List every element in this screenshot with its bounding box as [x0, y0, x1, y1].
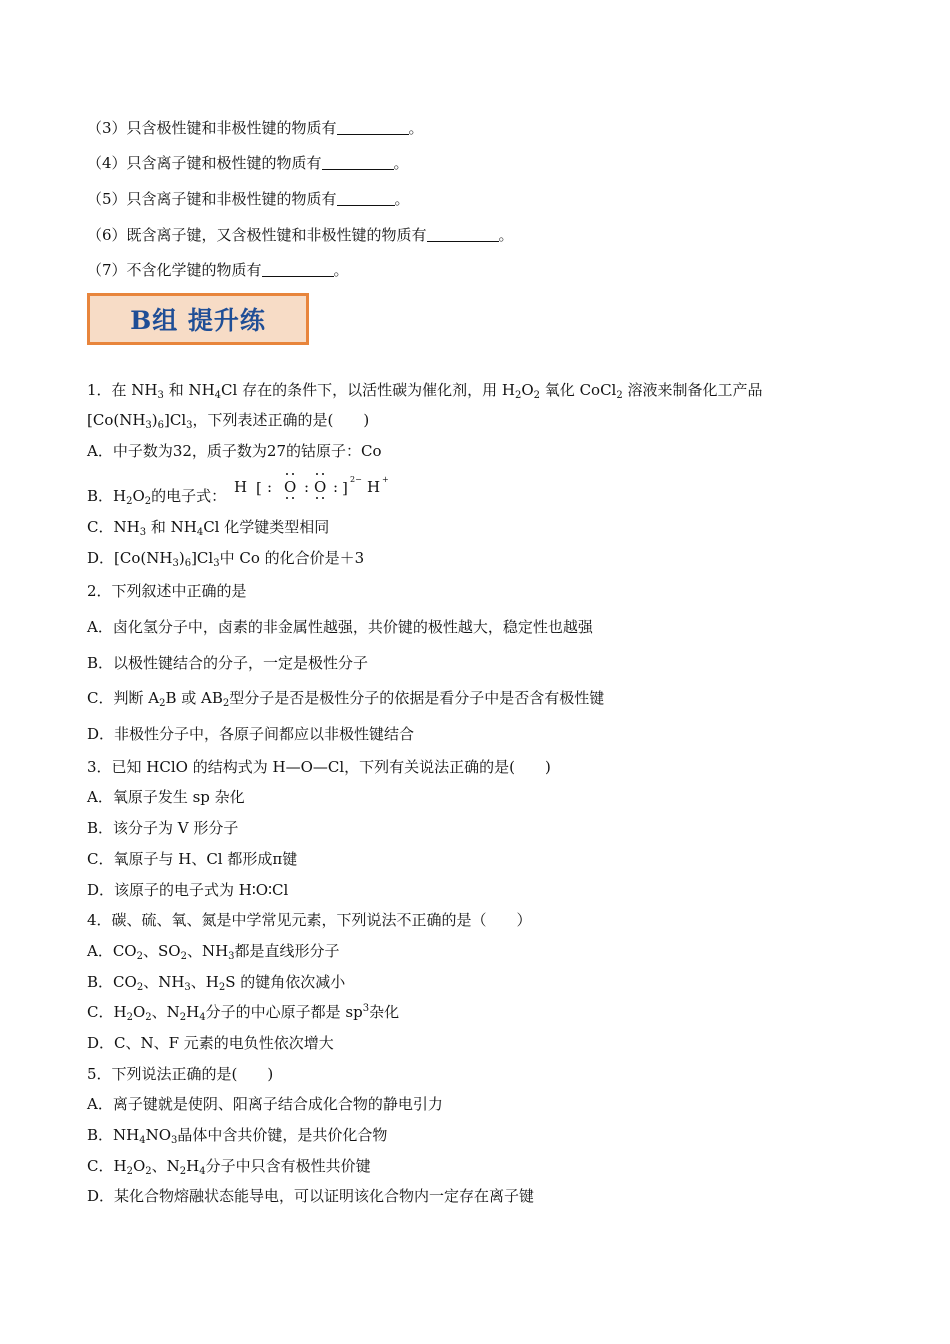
subscript: 3: [139, 527, 147, 538]
text-span: 晶体中含共价键，是共价化合物: [177, 1126, 388, 1144]
text-span: Cl 存在的条件下，以活性碳为催化剂，用 H: [221, 381, 515, 399]
option-a[interactable]: [87, 617, 593, 637]
text-span: NO: [145, 1126, 172, 1144]
text-span: ，下列表述正确的是( ): [192, 411, 370, 429]
formula-colon: :: [333, 478, 339, 496]
formula-charge: 2−: [350, 475, 362, 484]
text-span: [286, 497, 288, 499]
text-span: O: [132, 1003, 146, 1021]
text-span: [292, 497, 294, 499]
question-line: [87, 118, 424, 138]
text-span: ): [151, 411, 158, 429]
question-line: [87, 153, 409, 173]
text-span: B．NH: [87, 1126, 140, 1144]
text-span: [316, 497, 318, 499]
formula-h-left: H: [234, 478, 248, 496]
text-span: 和 NH: [150, 518, 197, 536]
text-span: C．NH: [87, 518, 140, 536]
option-c[interactable]: [87, 517, 329, 537]
text-span: A．卤化氢分子中，卤素的非金属性越强，共价键的极性越大，稳定性也越强: [87, 618, 593, 636]
text-span: Cl: [169, 411, 187, 429]
subscript: 2: [514, 390, 522, 401]
text-span: [316, 473, 318, 475]
option-a[interactable]: [87, 787, 245, 807]
text-span: 。: [393, 154, 409, 172]
text-span: B．CO: [87, 973, 137, 991]
formula-colon: :: [267, 478, 273, 496]
subscript: 3: [145, 420, 152, 431]
subscript: 2: [222, 698, 230, 709]
question-line: [87, 189, 410, 209]
text-span: 、SO: [142, 942, 181, 960]
question-stem: [87, 910, 532, 930]
subscript: 2: [126, 496, 133, 507]
text-span: [234, 475, 389, 497]
text-span: 、N: [151, 1157, 180, 1175]
text-span: C．H: [87, 1157, 127, 1175]
option-d[interactable]: [87, 880, 288, 900]
subscript: 4: [214, 390, 222, 401]
answer-blank[interactable]: [337, 191, 395, 206]
option-c[interactable]: [87, 1156, 371, 1176]
text-span: ): [178, 549, 185, 567]
subscript: 2: [126, 1012, 133, 1023]
subscript: 3: [184, 982, 191, 993]
subscript: 4: [196, 527, 204, 538]
text-span: （5）只含离子键和非极性键的物质有: [87, 190, 337, 208]
text-span: 分子中只含有极性共价键: [205, 1157, 371, 1175]
subscript: 2: [145, 1166, 152, 1177]
text-span: 。: [408, 119, 424, 137]
text-span: D．[Co(NH: [87, 549, 173, 567]
text-span: B．该分子为 V 形分子: [87, 819, 239, 837]
formula-colon: :: [304, 478, 310, 496]
option-d[interactable]: [87, 1033, 334, 1053]
subscript: 6: [184, 558, 192, 569]
text-span: H: [186, 1157, 200, 1175]
subscript: 3: [157, 390, 164, 401]
option-a[interactable]: [87, 941, 340, 961]
subscript: 2: [136, 951, 143, 962]
text-span: 型分子是否是极性分子的依据是看分子中是否含有极性键: [229, 689, 605, 707]
formula-h-right: H: [367, 478, 381, 496]
formula-bracket-right: ]: [342, 479, 348, 497]
text-span: （6）既含离子键，又含极性键和非极性键的物质有: [87, 226, 427, 244]
text-span: Cl 化学键类型相同: [203, 518, 330, 536]
text-span: [292, 473, 294, 475]
text-span: 、NH: [143, 973, 185, 991]
text-span: 5．下列说法正确的是( ): [87, 1065, 274, 1083]
text-span: 溶液来制备化工产品: [627, 381, 763, 399]
option-a[interactable]: [87, 441, 382, 461]
text-span: （7）不含化学键的物质有: [87, 261, 262, 279]
subscript: 2: [145, 1012, 152, 1023]
formula-plus: +: [382, 475, 389, 484]
text-span: 4．碳、硫、氧、氮是中学常见元素，下列说法不正确的是（ ）: [87, 911, 532, 929]
text-span: 的电子式：: [151, 487, 227, 505]
subscript: 2: [136, 982, 144, 993]
answer-blank[interactable]: [337, 120, 409, 135]
text-span: A．离子键就是使阴、阳离子结合成化合物的静电引力: [87, 1095, 443, 1113]
text-span: B．以极性键结合的分子，一定是极性分子: [87, 654, 369, 672]
section-title: B组 提升练: [130, 306, 266, 335]
text-span: A．中子数为32，质子数为27的钴原子：Co: [87, 442, 382, 460]
subscript: 2: [144, 496, 152, 507]
electron-formula-image: [232, 466, 392, 502]
subscript: 4: [199, 1166, 206, 1177]
text-span: 3．已知 HClO 的结构式为 H—O—Cl，下列有关说法正确的是( ): [87, 758, 551, 776]
subscript: 4: [139, 1135, 146, 1146]
subscript: 2: [218, 982, 226, 993]
question-stem: [87, 380, 865, 400]
question-stem: [87, 581, 247, 601]
text-span: S 的键角依次减小: [225, 973, 346, 991]
text-span: O: [132, 487, 145, 505]
text-span: C．H: [87, 1003, 127, 1021]
answer-blank[interactable]: [262, 262, 334, 277]
option-c[interactable]: [87, 688, 604, 708]
option-b[interactable]: [87, 653, 368, 673]
subscript: 3: [186, 420, 193, 431]
text-span: 和 NH: [168, 381, 215, 399]
question-stem-cont: [87, 410, 369, 430]
text-span: [322, 497, 324, 499]
text-span: 2．下列叙述中正确的是: [87, 582, 247, 600]
subscript: 2: [159, 698, 166, 709]
section-banner: [87, 293, 309, 345]
subscript: 3: [213, 558, 220, 569]
option-c[interactable]: [87, 1002, 399, 1022]
question-stem: [87, 1064, 273, 1084]
subscript: 2: [180, 951, 187, 962]
option-d[interactable]: [87, 1186, 534, 1206]
formula-o1: O: [284, 478, 297, 496]
formula-o2: O: [314, 478, 327, 496]
text-span: O: [132, 1157, 146, 1175]
text-span: B．H: [87, 487, 127, 505]
text-span: A．氧原子发生 sp 杂化: [87, 788, 245, 806]
text-span: 中 Co 的化合价是＋3: [219, 549, 365, 567]
subscript: 2: [179, 1166, 187, 1177]
text-span: ]Cl: [191, 549, 214, 567]
question-line: [87, 225, 514, 245]
text-span: （4）只含离子键和极性键的物质有: [87, 154, 322, 172]
subscript: 2: [533, 390, 541, 401]
question-stem: [87, 757, 551, 777]
option-b[interactable]: [87, 1125, 387, 1145]
option-d[interactable]: [87, 548, 364, 568]
answer-blank[interactable]: [322, 155, 394, 170]
text-span: A．CO: [87, 942, 137, 960]
text-span: [Co(NH: [87, 411, 146, 429]
text-span: D．非极性分子中，各原子间都应以非极性键结合: [87, 725, 415, 743]
text-span: H: [186, 1003, 200, 1021]
subscript: 4: [199, 1012, 206, 1023]
option-b[interactable]: [87, 486, 226, 506]
subscript: 2: [616, 390, 623, 401]
text-span: 、H: [190, 973, 219, 991]
text-span: 、NH: [186, 942, 229, 960]
subscript: 3: [172, 558, 179, 569]
text-span: C．氧原子与 H、Cl 都形成π键: [87, 850, 298, 868]
text-span: ]: [164, 411, 170, 429]
text-span: D．C、N、F 元素的电负性依次增大: [87, 1034, 334, 1052]
text-span: 、N: [151, 1003, 180, 1021]
superscript: 3: [362, 1003, 370, 1014]
formula-bracket-left: [: [256, 479, 262, 497]
text-span: 。: [394, 190, 410, 208]
text-span: 1．在 NH: [87, 381, 158, 399]
text-span: 氧化 CoCl: [544, 381, 617, 399]
option-c[interactable]: [87, 849, 297, 869]
text-span: 杂化: [369, 1003, 400, 1021]
option-b[interactable]: [87, 972, 345, 992]
text-span: [322, 473, 324, 475]
text-span: [286, 473, 288, 475]
text-span: B 或 AB: [165, 689, 223, 707]
text-span: 。: [498, 226, 514, 244]
question-line: [87, 260, 349, 280]
text-span: D．某化合物熔融状态能导电，可以证明该化合物内一定存在离子键: [87, 1187, 535, 1205]
subscript: 2: [179, 1012, 187, 1023]
subscript: 3: [171, 1135, 178, 1146]
text-span: 分子的中心原子都是 sp: [205, 1003, 363, 1021]
text-span: （3）只含极性键和非极性键的物质有: [87, 119, 337, 137]
subscript: 6: [157, 420, 165, 431]
option-b[interactable]: [87, 818, 238, 838]
text-span: D．该原子的电子式为 H∶O∶Cl: [87, 881, 289, 899]
option-a[interactable]: [87, 1094, 443, 1114]
text-span: 。: [333, 261, 349, 279]
text-span: C．判断 A: [87, 689, 160, 707]
text-span: O: [521, 381, 534, 399]
subscript: 2: [126, 1166, 133, 1177]
subscript: 3: [228, 951, 235, 962]
option-d[interactable]: [87, 724, 414, 744]
text-span: 都是直线形分子: [234, 942, 340, 960]
answer-blank[interactable]: [427, 227, 499, 242]
